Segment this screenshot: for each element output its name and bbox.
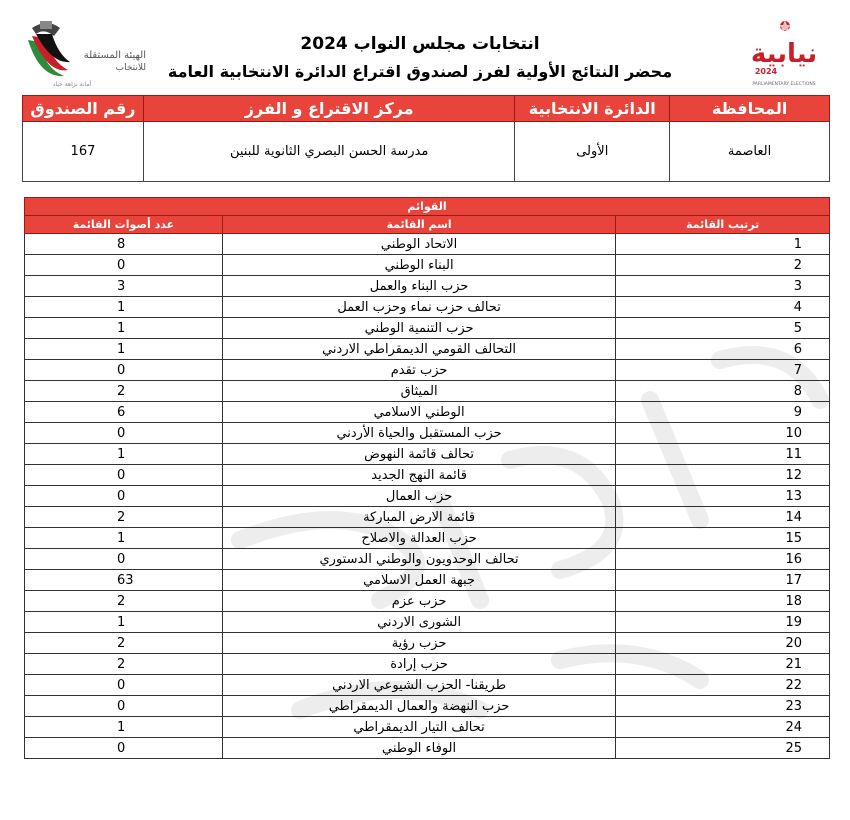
table-row — [25, 486, 830, 507]
votes-header: عدد أصوات القائمة — [25, 216, 223, 234]
table-row — [25, 360, 830, 381]
list-votes: 2 — [25, 633, 223, 654]
box-number-header: رقم الصندوق — [23, 96, 144, 122]
list-name: حزب البناء والعمل — [222, 276, 615, 297]
logo-right-year: 2024 — [754, 67, 778, 76]
table-row — [25, 444, 830, 465]
list-rank: 8 — [616, 381, 830, 402]
table-row — [25, 570, 830, 591]
district-header: الدائرة الانتخابية — [515, 96, 670, 122]
table-row — [25, 297, 830, 318]
list-votes: 8 — [25, 234, 223, 255]
list-rank: 22 — [616, 675, 830, 696]
list-votes: 0 — [25, 465, 223, 486]
logo-left-tagline: أمانة نزاهة حياد — [52, 81, 92, 88]
list-votes: 1 — [25, 717, 223, 738]
list-name: حزب التنمية الوطني — [222, 318, 615, 339]
list-name: حزب العمال — [222, 486, 615, 507]
center-header: مركز الاقتراع و الفرز — [143, 96, 514, 122]
table-row — [25, 549, 830, 570]
list-rank: 21 — [616, 654, 830, 675]
table-row — [25, 591, 830, 612]
logo-left-text1: الهيئة المستقلة — [83, 50, 146, 61]
list-rank: 12 — [616, 465, 830, 486]
page-title: انتخابات مجلس النواب 2024 — [300, 34, 540, 54]
table-row — [25, 717, 830, 738]
list-name: حزب تقدم — [222, 360, 615, 381]
list-votes: 6 — [25, 402, 223, 423]
table-row — [25, 738, 830, 759]
list-name: طريقنا- الحزب الشيوعي الاردني — [222, 675, 615, 696]
list-votes: 0 — [25, 696, 223, 717]
list-rank: 14 — [616, 507, 830, 528]
table-row — [25, 696, 830, 717]
list-rank: 25 — [616, 738, 830, 759]
list-rank: 16 — [616, 549, 830, 570]
list-name: حزب عزم — [222, 591, 615, 612]
list-name: تحالف قائمة النهوض — [222, 444, 615, 465]
table-row — [25, 255, 830, 276]
district-value: الأولى — [515, 122, 670, 182]
logo-right-caption: PARLIAMENTARY ELECTIONS — [752, 82, 816, 87]
rank-header: ترتيب القائمة — [616, 216, 830, 234]
list-name: البناء الوطني — [222, 255, 615, 276]
table-row — [25, 528, 830, 549]
list-rank: 7 — [616, 360, 830, 381]
list-name: الشورى الاردني — [222, 612, 615, 633]
list-name: التحالف القومي الديمقراطي الاردني — [222, 339, 615, 360]
info-table — [22, 95, 830, 182]
list-votes: 2 — [25, 654, 223, 675]
list-name: حزب رؤية — [222, 633, 615, 654]
table-row — [25, 339, 830, 360]
list-votes: 2 — [25, 591, 223, 612]
list-name: الوطني الاسلامي — [222, 402, 615, 423]
list-rank: 11 — [616, 444, 830, 465]
results-caption-row — [25, 198, 830, 216]
table-row — [25, 654, 830, 675]
elections-2024-logo — [740, 18, 830, 90]
table-row — [25, 234, 830, 255]
table-row — [25, 633, 830, 654]
governorate-value: العاصمة — [670, 122, 830, 182]
list-votes: 1 — [25, 528, 223, 549]
list-rank: 13 — [616, 486, 830, 507]
list-rank: 20 — [616, 633, 830, 654]
list-votes: 0 — [25, 486, 223, 507]
list-name: الاتحاد الوطني — [222, 234, 615, 255]
list-votes: 2 — [25, 381, 223, 402]
table-row — [25, 423, 830, 444]
list-votes: 2 — [25, 507, 223, 528]
table-row — [25, 465, 830, 486]
list-rank: 6 — [616, 339, 830, 360]
list-rank: 9 — [616, 402, 830, 423]
list-rank: 3 — [616, 276, 830, 297]
list-votes: 1 — [25, 318, 223, 339]
list-rank: 5 — [616, 318, 830, 339]
list-rank: 10 — [616, 423, 830, 444]
list-name: حزب العدالة والاصلاح — [222, 528, 615, 549]
list-name: قائمة الارض المباركة — [222, 507, 615, 528]
list-rank: 19 — [616, 612, 830, 633]
list-votes: 0 — [25, 423, 223, 444]
list-votes: 0 — [25, 360, 223, 381]
list-votes: 1 — [25, 339, 223, 360]
list-name: تحالف التيار الديمقراطي — [222, 717, 615, 738]
list-rank: 4 — [616, 297, 830, 318]
list-votes: 0 — [25, 738, 223, 759]
list-rank: 15 — [616, 528, 830, 549]
results-body — [25, 234, 830, 759]
table-row — [25, 318, 830, 339]
list-rank: 23 — [616, 696, 830, 717]
list-votes: 0 — [25, 255, 223, 276]
info-values-row — [23, 122, 830, 182]
iec-logo — [22, 18, 152, 90]
table-row — [25, 675, 830, 696]
list-votes: 1 — [25, 444, 223, 465]
list-votes: 1 — [25, 297, 223, 318]
results-header-row — [25, 216, 830, 234]
list-name: حزب إرادة — [222, 654, 615, 675]
table-row — [25, 507, 830, 528]
list-votes: 63 — [25, 570, 223, 591]
list-name: الوفاء الوطني — [222, 738, 615, 759]
list-rank: 18 — [616, 591, 830, 612]
list-votes: 0 — [25, 549, 223, 570]
lists-caption: القوائم — [25, 198, 830, 216]
list-rank: 1 — [616, 234, 830, 255]
page-subtitle: محضر النتائج الأولية لفرز لصندوق اقتراع الدائرة الانتخابية العامة — [167, 62, 673, 81]
list-votes: 0 — [25, 675, 223, 696]
list-name: حزب المستقبل والحياة الأردني — [222, 423, 615, 444]
list-votes: 1 — [25, 612, 223, 633]
list-rank: 24 — [616, 717, 830, 738]
list-name: قائمة النهج الجديد — [222, 465, 615, 486]
results-table — [24, 197, 830, 759]
table-row — [25, 612, 830, 633]
list-name: تحالف حزب نماء وحزب العمل — [222, 297, 615, 318]
list-name-header: اسم القائمة — [222, 216, 615, 234]
table-row — [25, 276, 830, 297]
list-rank: 17 — [616, 570, 830, 591]
table-row — [25, 381, 830, 402]
governorate-header: المحافظة — [670, 96, 830, 122]
list-name: حزب النهضة والعمال الديمقراطي — [222, 696, 615, 717]
list-name: الميثاق — [222, 381, 615, 402]
logo-right-text: نيابية — [750, 39, 818, 69]
list-name: جبهة العمل الاسلامي — [222, 570, 615, 591]
table-row — [25, 402, 830, 423]
box-number-value: 167 — [23, 122, 144, 182]
list-rank: 2 — [616, 255, 830, 276]
logo-left-text2: للانتخاب — [115, 63, 146, 73]
page-header — [0, 0, 850, 95]
center-value: مدرسة الحسن البصري الثانوية للبنين — [143, 122, 514, 182]
list-votes: 3 — [25, 276, 223, 297]
info-header-row — [23, 96, 830, 122]
list-name: تحالف الوحدويون والوطني الدستوري — [222, 549, 615, 570]
